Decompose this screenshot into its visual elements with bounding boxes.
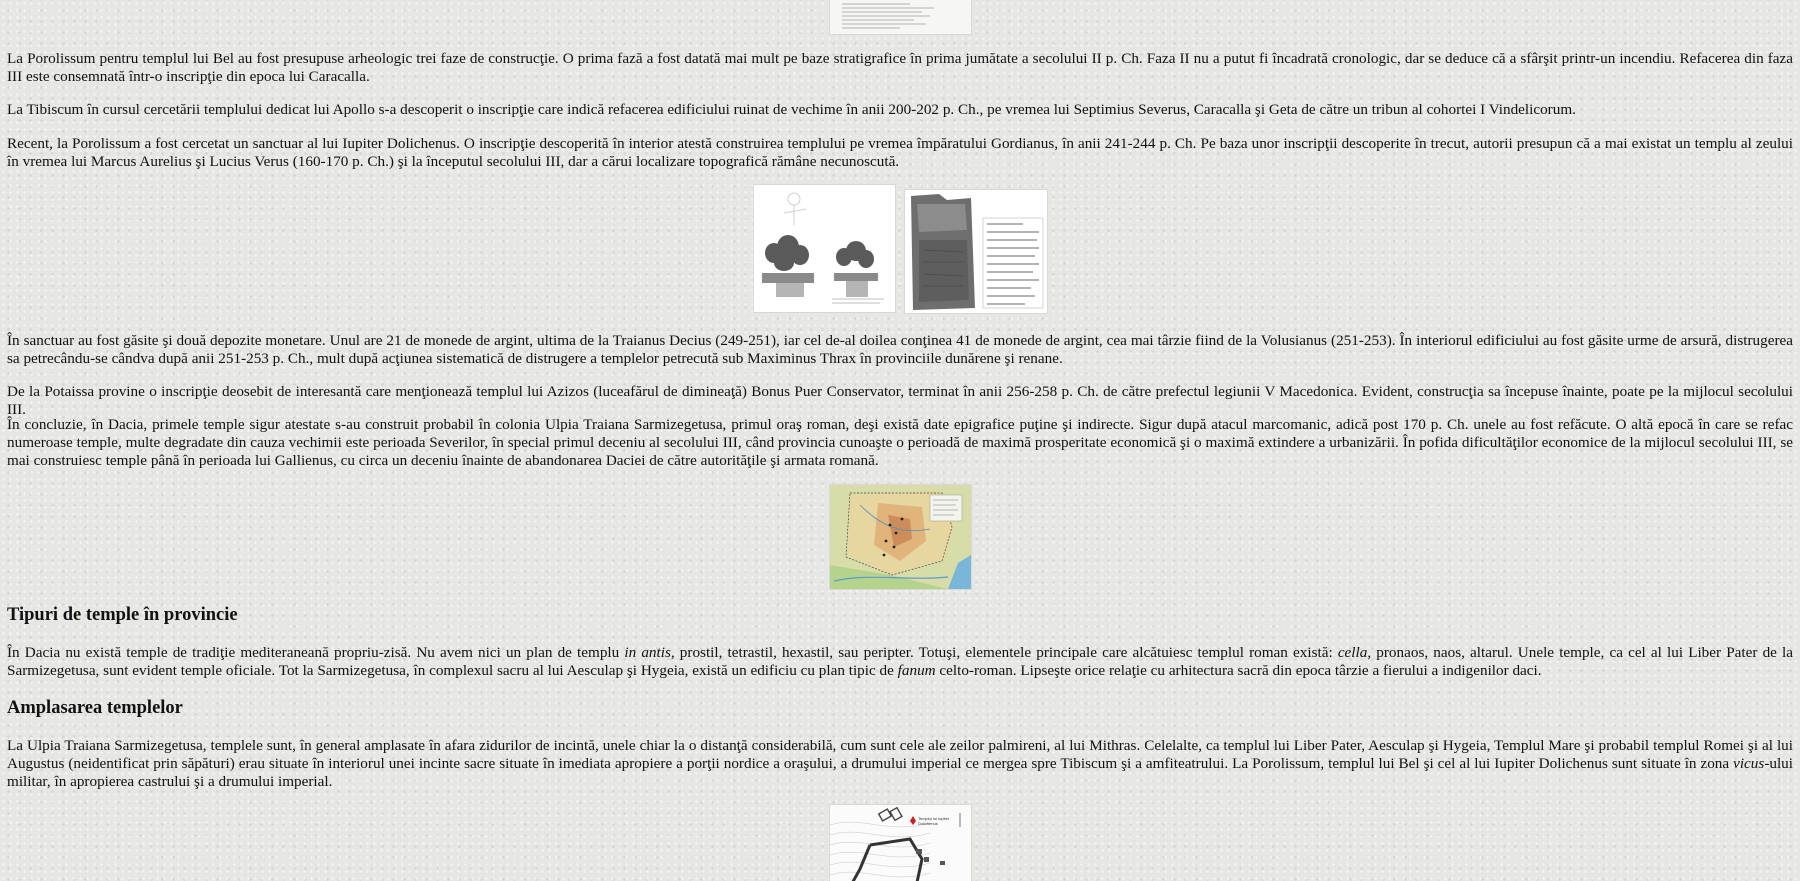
paragraph-potaissa: De la Potaissa provine o inscripţie deosebit de interesantă care menţionează templul lui Azizos (luceafărul de dimineaţă) Bonus Puer Conservator, terminat în anii 256-258 p. Ch. de către prefectul legiunii V Macedonica. Evident, construcţia sa începuse înainte, poate pe la mijlocul secolului III. [7,383,1793,419]
site-plan-image [829,804,972,881]
dacia-map-image [829,484,972,590]
svg-text:Dolichenus: Dolichenus [918,821,938,826]
emphasis-text: cella [1337,644,1368,661]
heading-tipuri: Tipuri de temple în provincie [7,605,238,625]
heading-amplasarea: Amplasarea templelor [7,698,183,718]
text-segment: În Dacia nu există temple de tradiţie mediteraneană propriu-zisă. Nu avem nici un plan de templu [7,644,625,661]
paragraph-amplasarea [7,737,1793,792]
text-segment: , pronaos, naos, altarul. Unele temple, ca cel al lui Liber Pater de la Sarmizegetusa, sunt evident temple oficiale. Tot la Sarmizegetusa, în complexul sacru al lui Aesculap şi Hygeia, există un edificiu cu plan tipic de [7,644,1793,680]
paragraph-porolissum-bel: La Porolissum pentru templul lui Bel au fost presupuse arheologic trei faze de construcţie. O prima fază a fost datată mai mult pe baze stratigrafice în prima jumătate a secolului II p. Ch. Faza II nu a putut fi încadrată cronologic, dar se deduce că a sfârşit printr-un incendiu. Refacerea din faza III este consemnată într-o inscripţie din epoca lui Caracalla. [7,50,1793,86]
svg-text:Templul lui Iupiter: Templul lui Iupiter [918,816,950,821]
paragraph-concluzie: În concluzie, în Dacia, primele temple sigur atestate s-au construit probabil în colonia Ulpia Traiana Sarmizegetusa, primul oraş roman, deşi există date epigrafice puţine şi indirecte. Sigur după atacul marcomanic, adică post 170 p. Ch. unele au fost refăcute. O altă epocă în care se refac numeroase temple, multe degradate din cauza vechimii este perioada Severilor, în special primul deceniu al secolului III, când provincia cunoaşte o perioadă de maximă prosperitate economică şi o maximă extindere a urbanizării. În pofida dificultăţilor economice de la mijlocul secolului III, se mai construiesc temple până în perioada lui Gallienus, cu circa un deceniu înainte de abandonarea Daciei de către autorităţile şi armata romană. [7,416,1793,470]
paragraph-tipuri [7,644,1793,680]
emphasis-text: in antis [624,644,671,661]
emphasis-text: vicus [1733,755,1765,773]
paragraph-dolichenus: Recent, la Porolissum a fost cercetat un sanctuar al lui Iupiter Dolichenus. O inscripţie descoperită în interior atestă construirea templului pe vremea împăratului Gordianus, în anii 241-244 p. Ch. Pe baza unor inscripţii descoperite în trecut, autorii presupun că a mai existat un templu al zeului în vremea lui Marcus Aurelius şi Lucius Verus (160-170 p. Ch.) şi la începutul secolului III, dar a cărui localizare topografică rămâne necunoscută. [7,135,1793,171]
altar-inscription-image [904,189,1048,314]
sculpture-drawing-image [753,184,896,313]
paragraph-depozite: În sanctuar au fost găsite şi două depozite monetare. Unul are 21 de monede de argint, ultima de la Traianus Decius (249-251), iar cel de-al doilea conţinea 41 de monede de argint, cea mai târzie fiind de la Volusianus (251-253). În interiorul edificiului au fost găsite urme de arsură, distrugerea sa petrecându-se cândva după anii 251-253 p. Ch., mult după acţiunea sistematică de distrugere a templelor petrecută sub Maximinus Thrax în provinciile dunărene şi renane. [7,332,1793,368]
text-segment: , prostil, tetrastil, hexastil, sau peripter. Totuşi, elementele principale care alcătuiesc templul roman există: [670,644,1338,661]
text-segment: -ului militar, în apropierea castrului şi a drumului imperial. [7,755,1793,791]
text-segment: celto-roman. Lipseşte orice relaţie cu arhitectura sacră din epoca târzie a fierului a indigenilor daci. [935,662,1542,680]
emphasis-text: fanum [897,662,936,680]
inscription-fragment-image [829,0,972,35]
text-segment: La Ulpia Traiana Sarmizegetusa, templele sunt, în general amplasate în afara zidurilor de incintă, unele chiar la o distanţă considerabilă, cum sunt cele ale zeilor palmireni, al lui Mithras. Celelalte, ca templul lui Liber Pater, Aesculap şi Hygeia, Templul Mare şi probabil templul Romei şi al lui Augustus (neidentificat prin săpături) erau situate în interiorul unei incinte sacre situate în imediata apropiere a porţii nordice a oraşului, a drumului imperial ce mergea spre Tibiscum şi a amfiteatrului. La Porolissum, templul lui Bel şi cel al lui Iupiter Dolichenus sunt situate în zona [7,737,1793,773]
paragraph-tibiscum: La Tibiscum în cursul cercetării templului dedicat lui Apollo s-a descoperit o inscripţie care indică refacerea edificiului ruinat de vechime în anii 200-202 p. Ch., pe vremea lui Septimius Severus, Caracalla şi Geta de către un tribun al cohortei I Vindelicorum. [7,101,1576,118]
